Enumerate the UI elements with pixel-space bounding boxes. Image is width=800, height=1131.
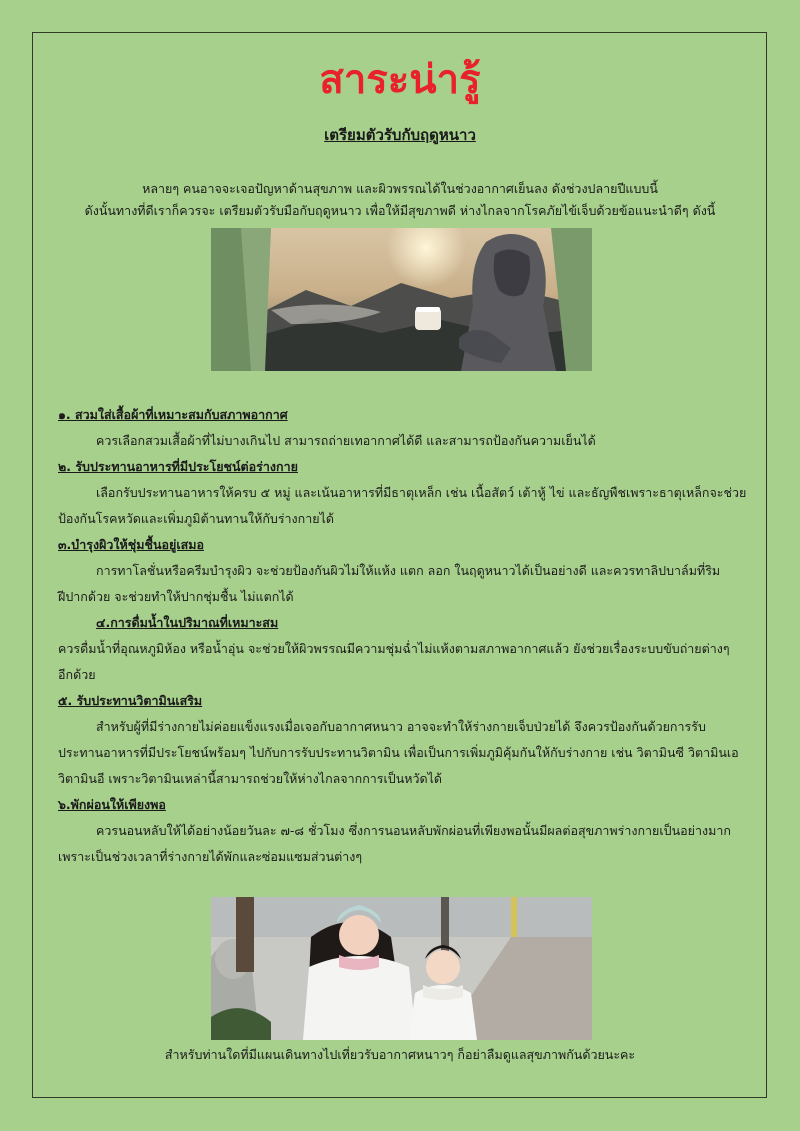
- section-body-4: ควรดื่มน้ำที่อุณหภูมิห้อง หรือน้ำอุ่น จะช่วยให้ผิวพรรณมีความชุ่มฉ่ำไม่แห้งตามสภาพอากาศแล้ว ยังช่วยเรื่องระบบขับถ่ายต่างๆ อีกด้วย: [58, 641, 730, 682]
- section-heading-2: ๒. รับประทานอาหารที่มีประโยชน์ต่อร่างกาย: [58, 459, 298, 474]
- section-heading-1: ๑. สวมใส่เสื้อผ้าที่เหมาะสมกับสภาพอากาศ: [58, 407, 288, 422]
- closing-caption: สำหรับท่านใดที่มีแผนเดินทางไปเที่ยวรับอากาศหนาวๆ ก็อย่าลืมดูแลสุขภาพกันด้วยนะคะ: [164, 1047, 636, 1062]
- section-heading-3: ๓.บำรุงผิวให้ชุ่มชื้นอยู่เสมอ: [58, 537, 204, 552]
- section-body-1: ควรเลือกสวมเสื้อผ้าที่ไม่บางเกินไป สามารถถ่ายเทอากาศได้ดี และสามารถป้องกันความเย็นได้: [96, 433, 596, 448]
- section-body-2: เลือกรับประทานอาหารให้ครบ ๕ หมู่ และเน้นอาหารที่มีธาตุเหล็ก เช่น เนื้อสัตว์ เต้าหู้ ไข่ และธัญพืชเพราะธาตุเหล็กจะช่วยป้องกันโรคหวัดและเพิ่มภูมิต้านทานให้กับร่างกายได้: [58, 485, 747, 526]
- section-body-5: สำหรับผู้ที่มีร่างกายไม่ค่อยแข็งแรงเมื่อเจอกับอากาศหนาว อาจจะทำให้ร่างกายเจ็บป่วยได้ จึงควรป้องกันด้วยการรับประทานอาหารที่มีประโยชน์พร้อมๆ ไปกับการรับประทานวิตามิน เพื่อเป็นการเพิ่มภูมิคุ้มกันให้กับร่างกาย เช่น วิตามินซี วิตามินเอ วิตามินอี เพราะวิตามินเหล่านี้สามารถช่วยให้ห่างไกลจากการเป็นหวัดได้: [58, 719, 739, 786]
- section-heading-6: ๖.พักผ่อนให้เพียงพอ: [58, 797, 166, 812]
- intro-line-1: หลายๆ คนอาจจะเจอปัญหาด้านสุขภาพ และผิวพรรณได้ในช่วงอากาศเย็นลง ดังช่วงปลายปีแบบนี้: [142, 181, 658, 196]
- section-heading-4-wrap: [58, 610, 748, 636]
- tips-content: [58, 402, 748, 870]
- section-body-3: การทาโลชั่นหรือครีมบำรุงผิว จะช่วยป้องกันผิวไม่ให้แห้ง แตก ลอก ในฤดูหนาวได้เป็นอย่างดี และควรทาลิปบาล์มที่ริมฝีปากด้วย จะช่วยทำให้ปากชุ่มชื้น ไม่แตกได้: [58, 563, 721, 604]
- intro-line-2: ดังนั้นทางที่ดีเราก็ควรจะ เตรียมตัวรับมือกับฤดูหนาว เพื่อให้มีสุขภาพดี ห่างไกลจากโรคภัยไข้เจ็บด้วยข้อแนะนำดีๆ ดังนี้: [84, 203, 716, 218]
- intro-paragraph: [58, 178, 742, 222]
- winter-tent-mountain-photo: [211, 228, 592, 371]
- section-body-6: ควรนอนหลับให้ได้อย่างน้อยวันละ ๗-๘ ชั่วโมง ซึ่งการนอนหลับพักผ่อนที่เพียงพอนั้นมีผลต่อสุขภาพร่างกายเป็นอย่างมาก เพราะเป็นช่วงเวลาที่ร่างกายได้พักและซ่อมแซมส่วนต่างๆ: [58, 823, 731, 864]
- mother-child-winter-photo: [211, 897, 592, 1040]
- section-heading-4: ๔.การดื่มน้ำในปริมาณที่เหมาะสม: [96, 615, 279, 630]
- section-heading-5: ๕. รับประทานวิตามินเสริม: [58, 693, 203, 708]
- page-subtitle: เตรียมตัวรับกับฤดูหนาว: [324, 126, 476, 144]
- page-title: สาระน่ารู้: [319, 57, 481, 103]
